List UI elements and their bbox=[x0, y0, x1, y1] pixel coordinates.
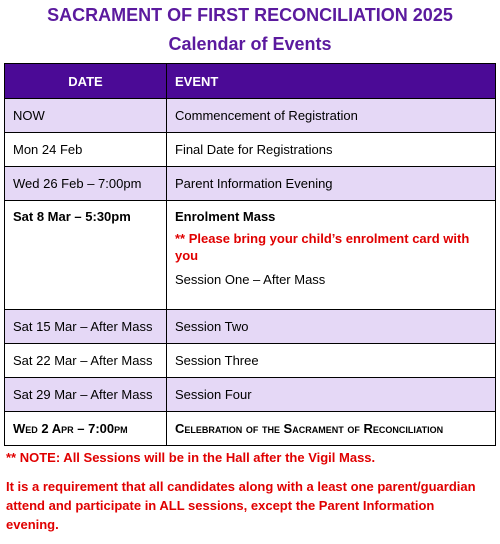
events-table bbox=[4, 63, 496, 446]
event-cell: Commencement of Registration bbox=[167, 99, 496, 133]
date-cell: Sat 15 Mar – After Mass bbox=[5, 310, 167, 344]
table-row bbox=[5, 201, 496, 310]
table-row bbox=[5, 412, 496, 446]
page-title: SACRAMENT OF FIRST RECONCILIATION 2025 bbox=[47, 5, 453, 25]
event-cell: Celebration of the Sacrament of Reconciliation bbox=[167, 412, 496, 446]
enrolment-mass-title: Enrolment Mass bbox=[175, 209, 276, 224]
event-cell: Final Date for Registrations bbox=[167, 133, 496, 167]
table-row bbox=[5, 310, 496, 344]
date-cell: Wed 2 Apr – 7:00pm bbox=[5, 412, 167, 446]
session-one-text: Session One – After Mass bbox=[175, 272, 326, 287]
event-cell: Session Three bbox=[167, 344, 496, 378]
table-row bbox=[5, 344, 496, 378]
table-header-row bbox=[5, 64, 496, 99]
date-cell: NOW bbox=[5, 99, 167, 133]
event-cell: Parent Information Evening bbox=[167, 167, 496, 201]
event-cell bbox=[167, 201, 496, 310]
enrolment-card-note: ** Please bring your child’s enrolment card with you bbox=[175, 231, 470, 263]
hall-note: ** NOTE: All Sessions will be in the Hall after the Vigil Mass. bbox=[6, 450, 376, 465]
table-row bbox=[5, 99, 496, 133]
date-cell: Mon 24 Feb bbox=[5, 133, 167, 167]
table-row bbox=[5, 133, 496, 167]
event-cell: Session Two bbox=[167, 310, 496, 344]
date-cell: Wed 26 Feb – 7:00pm bbox=[5, 167, 167, 201]
date-cell: Sat 22 Mar – After Mass bbox=[5, 344, 167, 378]
date-cell: Sat 8 Mar – 5:30pm bbox=[5, 201, 167, 310]
event-cell: Session Four bbox=[167, 378, 496, 412]
table-row bbox=[5, 167, 496, 201]
attendance-requirement: It is a requirement that all candidates along with a least one parent/guardian attend and participate in ALL sessions, except the Parent Information evening. bbox=[6, 479, 476, 532]
page-subtitle: Calendar of Events bbox=[168, 34, 332, 54]
date-cell: Sat 29 Mar – After Mass bbox=[5, 378, 167, 412]
event-column-header: EVENT bbox=[167, 64, 496, 99]
table-row bbox=[5, 378, 496, 412]
date-column-header: DATE bbox=[5, 64, 167, 99]
